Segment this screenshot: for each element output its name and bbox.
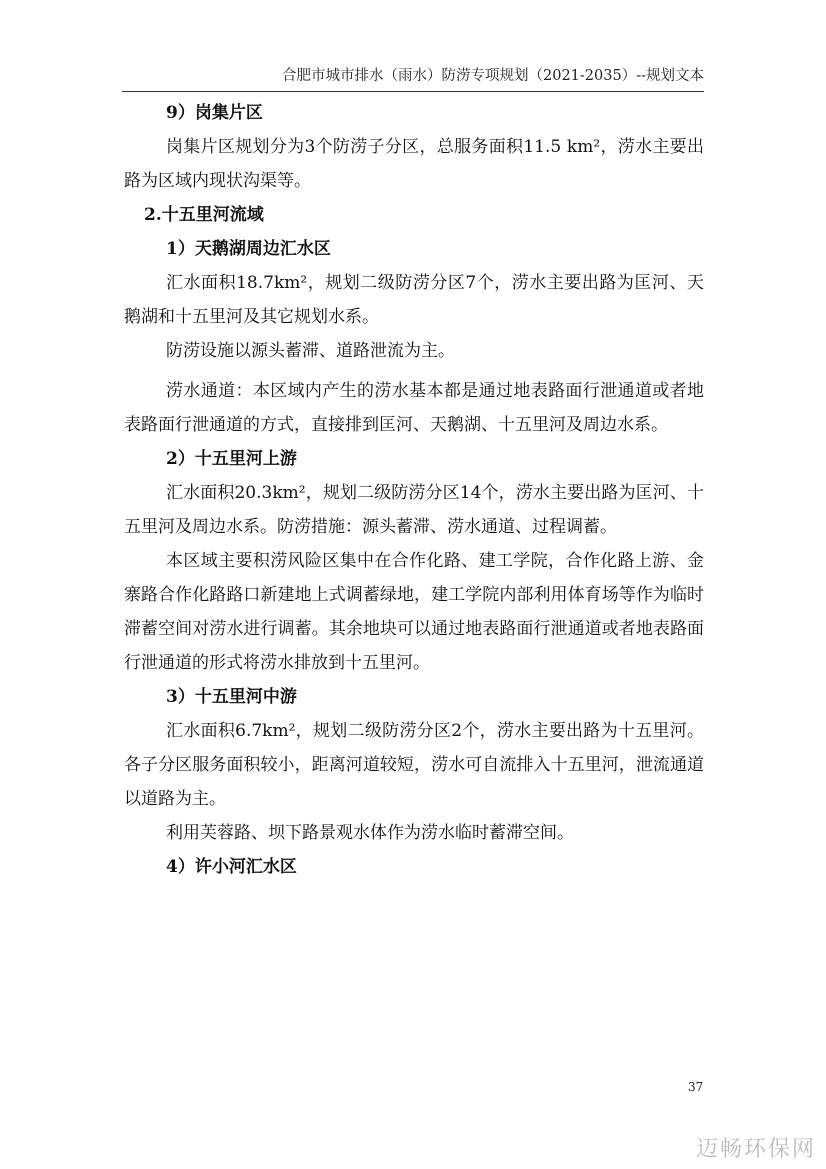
- section-heading-gangji: 9）岗集片区: [166, 103, 263, 123]
- paragraph: 汇水面积18.7km²，规划二级防涝分区7个，涝水主要出路为匡河、天鹅湖和十五里河及其它规划水系。: [124, 273, 704, 327]
- watermark: 迈畅环保网: [695, 1137, 816, 1162]
- subsection-heading-upstream: 2）十五里河上游: [166, 449, 297, 469]
- page-number: 37: [688, 1080, 704, 1094]
- paragraph: 本区域主要积涝风险区集中在合作化路、建工学院，合作化路上游、金寨路合作化路路口新建地上式调蓄绿地，建工学院内部利用体育场等作为临时滞蓄空间对涝水进行调蓄。其余地块可以通过地表路面行泄通道或者地表路面行泄通道的形式将涝水排放到十五里河。: [124, 551, 704, 673]
- section-heading-shiwulihe: 2.十五里河流域: [144, 205, 264, 225]
- paragraph: 岗集片区规划分为3个防涝子分区，总服务面积11.5 km²，涝水主要出路为区域内现状沟渠等。: [124, 137, 704, 191]
- subsection-heading-xuxiaohe: 4）许小河汇水区: [166, 857, 297, 877]
- paragraph: 汇水面积6.7km²，规划二级防涝分区2个，涝水主要出路为十五里河。各子分区服务面积较小，距离河道较短，涝水可自流排入十五里河，泄流通道以道路为主。: [124, 721, 704, 809]
- running-header: 合肥市城市排水（雨水）防涝专项规划（2021-2035）--规划文本: [122, 64, 704, 92]
- paragraph: 利用芙蓉路、坝下路景观水体作为涝水临时蓄滞空间。: [166, 823, 574, 843]
- paragraph: 防涝设施以源头蓄滞、道路泄流为主。: [166, 341, 455, 361]
- page-content: [124, 96, 704, 884]
- paragraph: 涝水通道：本区域内产生的涝水基本都是通过地表路面行泄通道或者地表路面行泄通道的方式，直接排到匡河、天鹅湖、十五里河及周边水系。: [124, 381, 704, 435]
- paragraph: 汇水面积20.3km²，规划二级防涝分区14个，涝水主要出路为匡河、十五里河及周边水系。防涝措施：源头蓄滞、涝水通道、过程调蓄。: [124, 483, 704, 537]
- subsection-heading-tianehu: 1）天鹅湖周边汇水区: [166, 239, 331, 259]
- subsection-heading-midstream: 3）十五里河中游: [166, 687, 297, 707]
